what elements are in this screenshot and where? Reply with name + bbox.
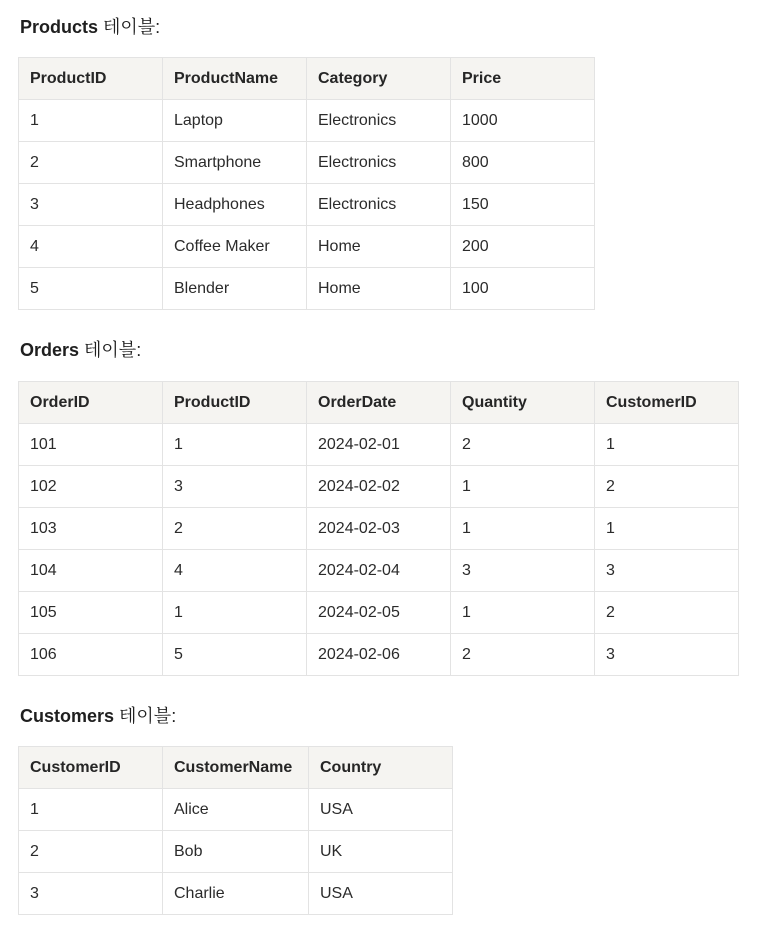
- table-row: [19, 268, 595, 310]
- table-cell: Smartphone: [163, 142, 307, 184]
- table-cell: 800: [451, 142, 595, 184]
- table-row: [19, 142, 595, 184]
- table-row: [19, 592, 739, 634]
- table-cell: 2024-02-05: [307, 592, 451, 634]
- table-cell: Electronics: [307, 100, 451, 142]
- table-cell: 3: [451, 550, 595, 592]
- customers-title-suffix: 테이블:: [114, 706, 177, 726]
- products-title-suffix: 테이블:: [98, 17, 161, 37]
- table-cell: 5: [163, 634, 307, 676]
- table-row: [19, 184, 595, 226]
- table-cell: 4: [163, 550, 307, 592]
- column-header-category: Category: [307, 58, 451, 100]
- table-cell: UK: [309, 831, 453, 873]
- table-cell: Home: [307, 226, 451, 268]
- table-cell: 2: [451, 634, 595, 676]
- table-row: [19, 508, 739, 550]
- table-cell: 1: [163, 592, 307, 634]
- table-cell: 100: [451, 268, 595, 310]
- table-cell: 2024-02-02: [307, 466, 451, 508]
- table-cell: 200: [451, 226, 595, 268]
- column-header-country: Country: [309, 747, 453, 789]
- column-header-customername: CustomerName: [163, 747, 309, 789]
- table-cell: 3: [19, 873, 163, 915]
- table-row: [19, 789, 453, 831]
- table-cell: 3: [19, 184, 163, 226]
- table-cell: Charlie: [163, 873, 309, 915]
- table-cell: 1: [451, 466, 595, 508]
- table-cell: 1000: [451, 100, 595, 142]
- table-row: [19, 831, 453, 873]
- table-cell: Electronics: [307, 184, 451, 226]
- table-header-row: [19, 58, 595, 100]
- table-header-row: [19, 382, 739, 424]
- table-cell: 103: [19, 508, 163, 550]
- table-cell: Coffee Maker: [163, 226, 307, 268]
- table-cell: 2024-02-04: [307, 550, 451, 592]
- table-cell: Laptop: [163, 100, 307, 142]
- column-header-quantity: Quantity: [451, 382, 595, 424]
- table-cell: 2: [19, 142, 163, 184]
- table-cell: 2024-02-06: [307, 634, 451, 676]
- table-cell: 2: [19, 831, 163, 873]
- table-cell: 1: [451, 508, 595, 550]
- customers-table: [18, 746, 453, 915]
- products-table-title: [20, 16, 160, 38]
- table-cell: 1: [163, 424, 307, 466]
- table-row: [19, 424, 739, 466]
- table-cell: Alice: [163, 789, 309, 831]
- table-cell: 3: [595, 550, 739, 592]
- table-cell: 5: [19, 268, 163, 310]
- table-cell: 2024-02-01: [307, 424, 451, 466]
- orders-title-suffix: 테이블:: [79, 340, 142, 360]
- table-cell: 1: [19, 789, 163, 831]
- table-cell: 102: [19, 466, 163, 508]
- table-cell: 101: [19, 424, 163, 466]
- column-header-productid: ProductID: [19, 58, 163, 100]
- table-row: [19, 100, 595, 142]
- table-cell: USA: [309, 873, 453, 915]
- products-title-name: Products: [20, 17, 99, 37]
- column-header-customerid: CustomerID: [595, 382, 739, 424]
- table-cell: 1: [19, 100, 163, 142]
- table-cell: 106: [19, 634, 163, 676]
- orders-table-title: [20, 339, 141, 361]
- table-cell: USA: [309, 789, 453, 831]
- table-cell: 4: [19, 226, 163, 268]
- table-row: [19, 466, 739, 508]
- table-cell: Home: [307, 268, 451, 310]
- table-cell: 1: [595, 424, 739, 466]
- table-cell: 2: [163, 508, 307, 550]
- table-row: [19, 634, 739, 676]
- table-cell: 2: [595, 466, 739, 508]
- table-header-row: [19, 747, 453, 789]
- table-row: [19, 226, 595, 268]
- table-cell: 3: [595, 634, 739, 676]
- table-cell: 2024-02-03: [307, 508, 451, 550]
- orders-title-name: Orders: [20, 340, 80, 360]
- column-header-productname: ProductName: [163, 58, 307, 100]
- products-table: [18, 57, 595, 310]
- table-row: [19, 550, 739, 592]
- table-row: [19, 873, 453, 915]
- column-header-customerid: CustomerID: [19, 747, 163, 789]
- table-cell: 2: [595, 592, 739, 634]
- table-cell: Bob: [163, 831, 309, 873]
- column-header-price: Price: [451, 58, 595, 100]
- customers-title-name: Customers: [20, 706, 115, 726]
- column-header-orderdate: OrderDate: [307, 382, 451, 424]
- column-header-orderid: OrderID: [19, 382, 163, 424]
- table-cell: 2: [451, 424, 595, 466]
- table-cell: 150: [451, 184, 595, 226]
- table-cell: 1: [595, 508, 739, 550]
- orders-table: [18, 381, 739, 676]
- table-cell: Blender: [163, 268, 307, 310]
- column-header-productid: ProductID: [163, 382, 307, 424]
- table-cell: 105: [19, 592, 163, 634]
- table-cell: Headphones: [163, 184, 307, 226]
- table-cell: 104: [19, 550, 163, 592]
- table-cell: 1: [451, 592, 595, 634]
- table-cell: Electronics: [307, 142, 451, 184]
- customers-table-title: [20, 705, 176, 727]
- table-cell: 3: [163, 466, 307, 508]
